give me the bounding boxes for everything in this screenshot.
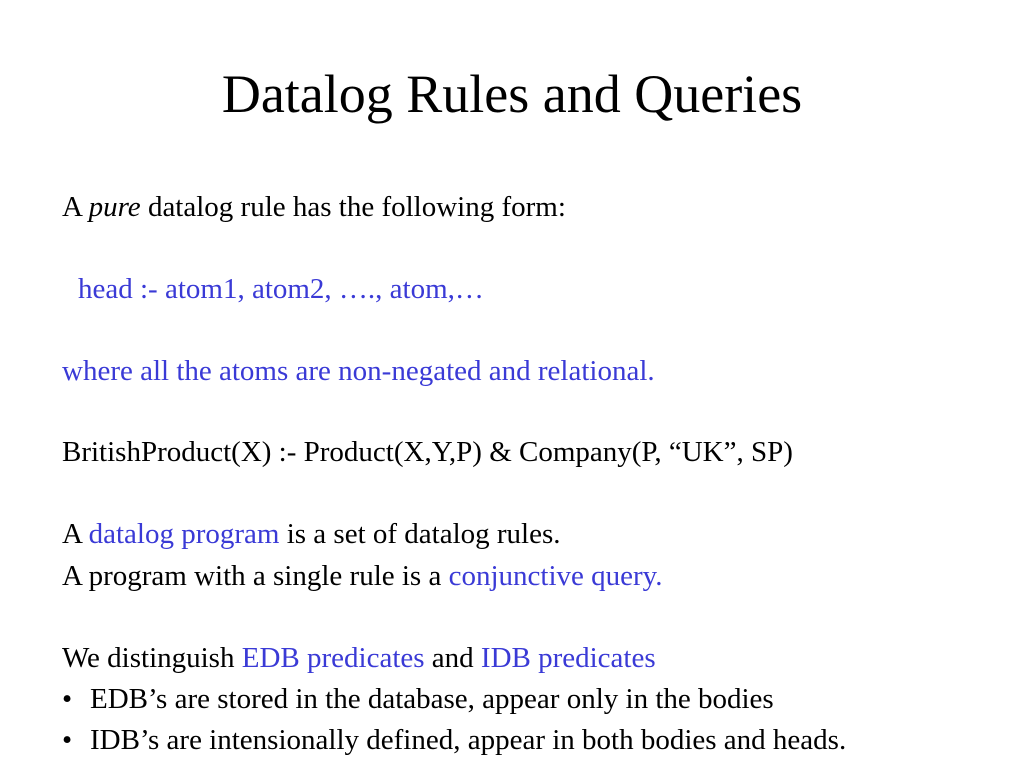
bullet-item	[62, 722, 846, 758]
term-idb-predicates: IDB predicates	[480, 642, 656, 674]
example-rule: BritishProduct(X) :- Product(X,Y,P) & Company(P, “UK”, SP)	[62, 436, 793, 468]
slide-title: Datalog Rules and Queries	[221, 64, 803, 124]
pure-rule-suffix: datalog rule has the following form:	[140, 191, 566, 223]
pure-emphasis: pure	[88, 191, 141, 223]
term-edb-predicates: EDB predicates	[241, 642, 425, 674]
distinguish-prefix: We distinguish	[62, 642, 242, 674]
bullet-item	[62, 681, 774, 717]
where-clause: where all the atoms are non-negated and relational.	[62, 355, 655, 387]
bullet-text: EDB’s are stored in the database, appear only in the bodies	[90, 683, 774, 715]
term-datalog-program: datalog program	[88, 518, 280, 550]
rule-form: head :- atom1, atom2, …., atom,…	[78, 273, 484, 305]
pure-rule-intro	[62, 189, 566, 225]
query-prefix: A program with a single rule is a	[62, 560, 449, 592]
conjunctive-query-line	[62, 558, 663, 594]
term-conjunctive-query: conjunctive query.	[448, 560, 663, 592]
program-suffix: is a set of datalog rules.	[279, 518, 561, 550]
pure-rule-prefix: A	[62, 191, 89, 223]
bullet-icon: •	[62, 683, 73, 715]
datalog-program-line	[62, 516, 561, 552]
program-prefix: A	[62, 518, 89, 550]
distinguish-line	[62, 640, 656, 676]
bullet-text: IDB’s are intensionally defined, appear in both bodies and heads.	[90, 724, 847, 756]
bullet-icon: •	[62, 724, 73, 756]
distinguish-mid: and	[424, 642, 481, 674]
